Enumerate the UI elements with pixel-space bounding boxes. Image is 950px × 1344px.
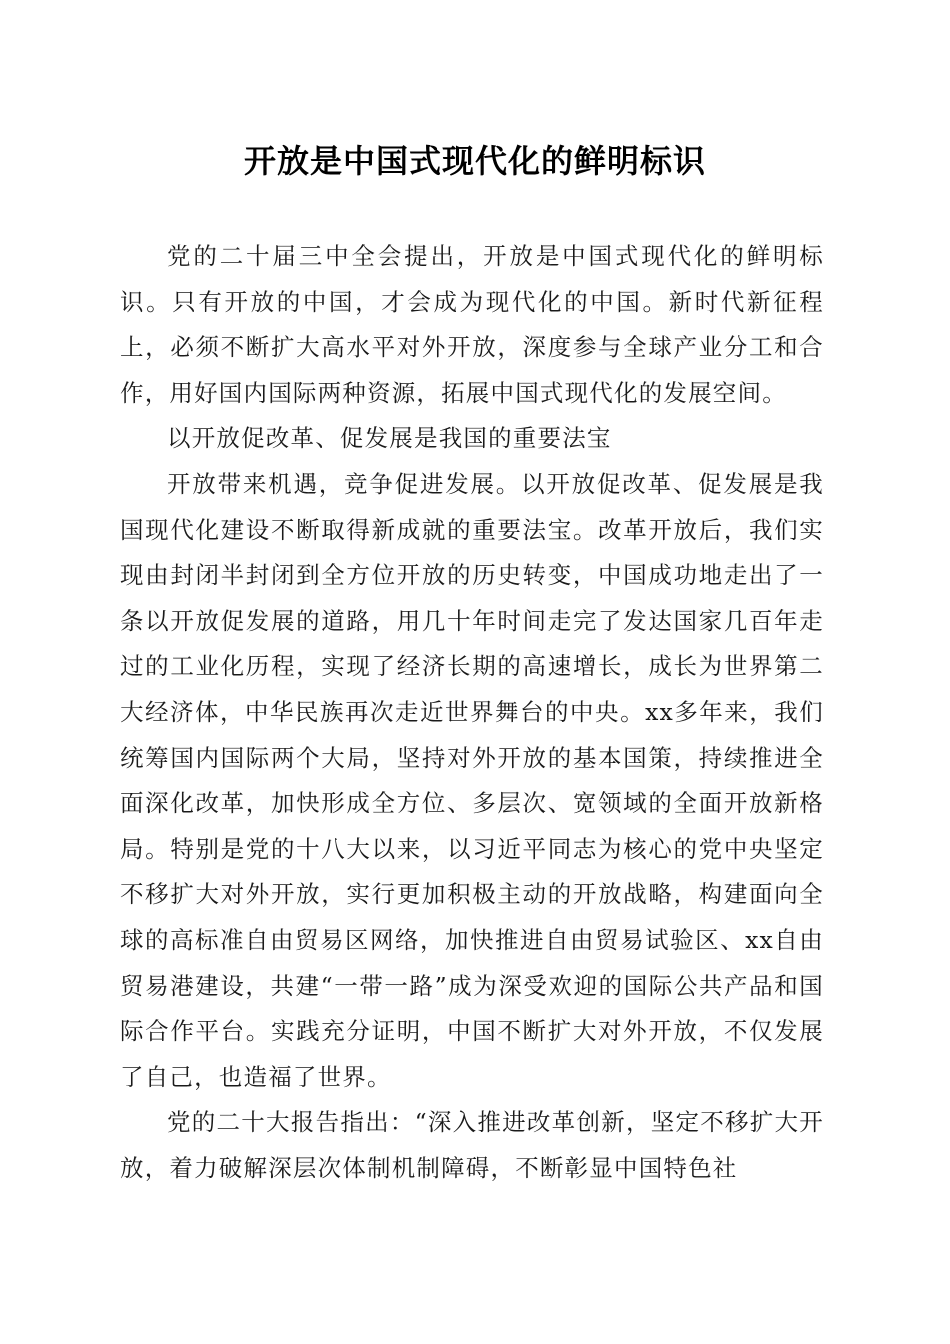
document-title: 开放是中国式现代化的鲜明标识	[243, 142, 706, 180]
paragraph-report: 党的二十大报告指出：“深入推进改革创新，坚定不移扩大开放，着力破解深层次体制机制障碍，不断彰显中国特色社	[120, 1108, 824, 1182]
paragraph-intro: 党的二十届三中全会提出，开放是中国式现代化的鲜明标识。只有开放的中国，才会成为现代化的中国。新时代新征程上，必须不断扩大高水平对外开放，深度参与全球产业分工和合作，用好国内国际两种资源，拓展中国式现代化的发展空间。	[120, 242, 824, 407]
paragraph-history: 开放带来机遇，竞争促进发展。以开放促改革、促发展是我国现代化建设不断取得新成就的重要法宝。改革开放后，我们实现由封闭半封闭到全方位开放的历史转变，中国成功地走出了一条以开放促发展的道路，用几十年时间走完了发达国家几百年走过的工业化历程，实现了经济长期的高速增长，成长为世界第二大经济体，中华民族再次走近世界舞台的中央。xx多年来，我们统筹国内国际两个大局，坚持对外开放的基本国策，持续推进全面深化改革，加快形成全方位、多层次、宽领域的全面开放新格局。特别是党的十八大以来，以习近平同志为核心的党中央坚定不移扩大对外开放，实行更加积极主动的开放战略，构建面向全球的高标准自由贸易区网络，加快推进自由贸易试验区、xx自由贸易港建设，共建“一带一路”成为深受欢迎的国际公共产品和国际合作平台。实践充分证明，中国不断扩大对外开放，不仅发展了自己，也造福了世界。	[120, 469, 824, 1091]
document-body	[120, 234, 824, 1191]
section-heading: 以开放促改革、促发展是我国的重要法宝	[167, 424, 612, 453]
